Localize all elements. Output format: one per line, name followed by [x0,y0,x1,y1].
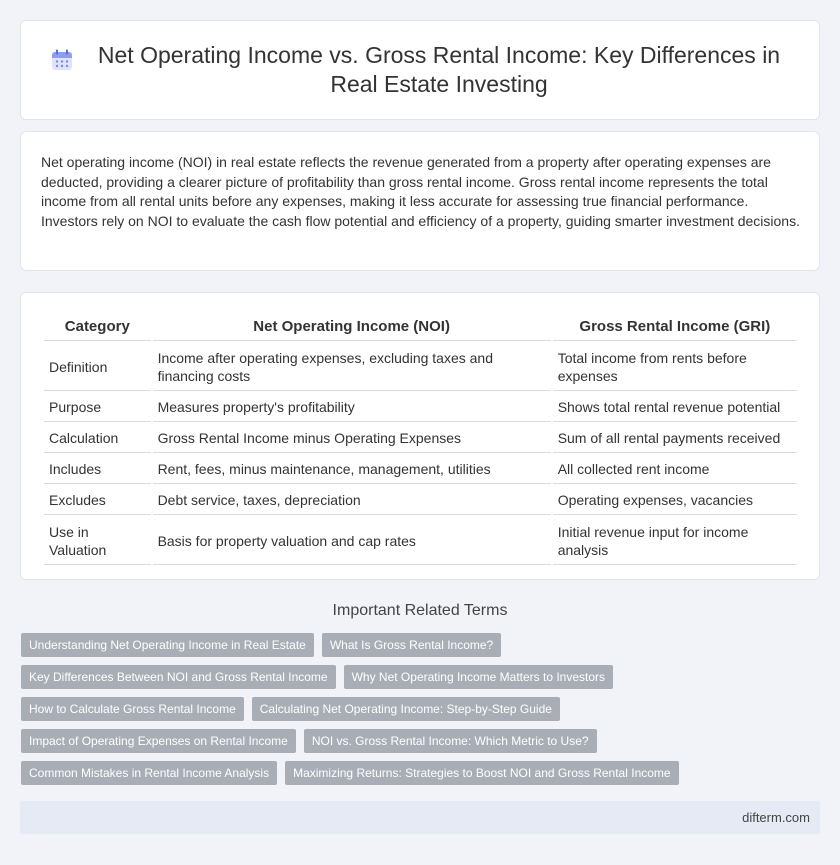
footer-site-link[interactable]: difterm.com [742,810,810,825]
table-row [44,424,797,453]
footer [20,801,820,834]
related-term-link[interactable]: Understanding Net Operating Income in Real Estate [21,633,314,657]
row-noi: Gross Rental Income minus Operating Expenses [153,424,551,453]
row-gri: Sum of all rental payments received [553,424,797,453]
row-gri: Total income from rents before expenses [553,343,797,391]
summary-text: Net operating income (NOI) in real estate reflects the revenue generated from a property after operating expenses are deducted, providing a clearer picture of profitability than gross rental income. Gross rental income represents the total income from all rental units before any expenses, making it less accurate for assessing true financial performance. Investors rely on NOI to evaluate the cash flow potential and efficiency of a property, guiding smarter investment decisions. [41,154,800,229]
related-term-link[interactable]: NOI vs. Gross Rental Income: Which Metric to Use? [304,729,597,753]
header-category: Category [44,315,151,341]
row-gri: Shows total rental revenue potential [553,393,797,422]
row-noi: Measures property's profitability [153,393,551,422]
related-term-link[interactable]: Maximizing Returns: Strategies to Boost NOI and Gross Rental Income [285,761,679,785]
row-noi: Rent, fees, minus maintenance, management, utilities [153,455,551,484]
header-card [20,20,820,120]
table-header-row [44,315,797,341]
related-terms-list [21,633,821,785]
related-term-link[interactable]: Key Differences Between NOI and Gross Rental Income [21,665,336,689]
row-category: Definition [44,343,151,391]
row-noi: Basis for property valuation and cap rates [153,517,551,565]
row-noi: Income after operating expenses, excluding taxes and financing costs [153,343,551,391]
table-row [44,343,797,391]
row-category: Purpose [44,393,151,422]
related-term-link[interactable]: Common Mistakes in Rental Income Analysis [21,761,277,785]
table-row [44,455,797,484]
table-row [44,393,797,422]
related-term-link[interactable]: Calculating Net Operating Income: Step-by-Step Guide [252,697,560,721]
row-noi: Debt service, taxes, depreciation [153,486,551,515]
row-category: Calculation [44,424,151,453]
header-noi: Net Operating Income (NOI) [153,315,551,341]
summary-card [20,131,820,271]
table-row [44,517,797,565]
related-term-link[interactable]: Why Net Operating Income Matters to Investors [344,665,613,689]
related-term-link[interactable]: Impact of Operating Expenses on Rental Income [21,729,296,753]
table-row [44,486,797,515]
related-term-link[interactable]: How to Calculate Gross Rental Income [21,697,244,721]
row-category: Includes [44,455,151,484]
row-category: Use in Valuation [44,517,151,565]
related-terms-title: Important Related Terms [332,602,508,619]
related-term-link[interactable]: What Is Gross Rental Income? [322,633,501,657]
row-gri: Initial revenue input for income analysis [553,517,797,565]
row-gri: Operating expenses, vacancies [553,486,797,515]
row-gri: All collected rent income [553,455,797,484]
comparison-table-card [20,292,820,580]
header-gri: Gross Rental Income (GRI) [553,315,797,341]
comparison-table [42,313,799,567]
page-title: Net Operating Income vs. Gross Rental Income: Key Differences in Real Estate Investing [97,42,781,97]
row-category: Excludes [44,486,151,515]
